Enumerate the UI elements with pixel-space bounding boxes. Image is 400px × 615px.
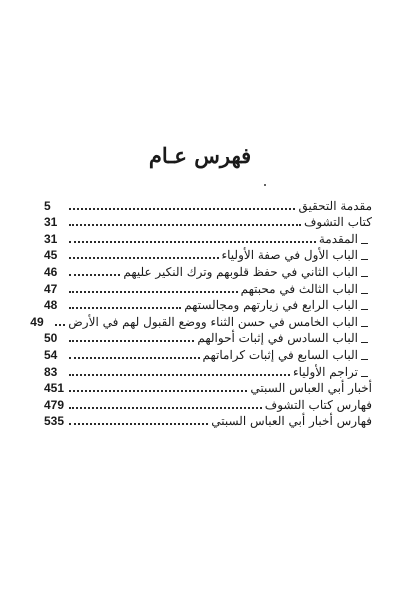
dot-leader — [55, 324, 65, 326]
toc-entry-title: الباب السابع في إثبات كراماتهم — [202, 347, 358, 362]
toc-entry-page: 451 — [44, 381, 65, 396]
dot-leader — [69, 390, 247, 392]
toc-entry-title: الباب الخامس في حسن الثناء ووضع القبول لهم في الأرض — [68, 314, 358, 329]
entry-dash — [361, 276, 368, 277]
entry-dash — [361, 259, 368, 260]
toc-entry-title: الباب الأول في صفة الأولياء — [221, 248, 358, 263]
toc-entry-page: 31 — [44, 231, 58, 246]
dot-leader — [69, 357, 200, 359]
table-of-contents — [30, 196, 372, 429]
toc-entry-page: 83 — [44, 364, 58, 379]
entry-dash — [361, 326, 368, 327]
toc-entry-page: 46 — [44, 264, 58, 279]
toc-entry-page: 45 — [44, 248, 58, 263]
toc-entry — [44, 213, 372, 230]
toc-entry-title: كتاب التشوف — [303, 215, 372, 230]
toc-entry — [44, 412, 372, 429]
dot-leader — [69, 241, 316, 243]
dot-leader — [69, 307, 181, 309]
entry-dash — [361, 359, 368, 360]
toc-entry-title: الباب الرابع في زيارتهم ومجالستهم — [184, 298, 358, 313]
dot-leader — [69, 374, 290, 376]
toc-entry-page: 5 — [44, 198, 51, 213]
dot-leader — [69, 274, 120, 276]
toc-entry-page: 535 — [44, 414, 65, 429]
toc-entry-title: المقدمة — [318, 231, 358, 246]
toc-entry-title: فهارس أخبار أبي العباس السبتي — [211, 414, 372, 429]
entry-dash — [361, 309, 368, 310]
toc-entry-page: 479 — [44, 397, 65, 412]
toc-entry-page: 31 — [44, 215, 58, 230]
toc-entry — [44, 329, 372, 346]
toc-entry-title: فهارس كتاب التشوف — [264, 397, 372, 412]
toc-entry-title: الباب الثاني في حفظ قلوبهم وترك النكير عليهم — [123, 264, 358, 279]
toc-entry — [30, 312, 372, 329]
toc-entry — [44, 296, 372, 313]
toc-entry-title: تراجم الأولياء — [292, 364, 358, 379]
dot-leader — [69, 407, 262, 409]
stray-dot — [264, 184, 266, 186]
dot-leader — [69, 291, 238, 293]
toc-entry — [44, 262, 372, 279]
dot-leader — [69, 257, 219, 259]
entry-dash — [361, 243, 368, 244]
toc-entry-page: 50 — [44, 331, 58, 346]
entry-dash — [361, 342, 368, 343]
toc-entry-title: أخبار أبي العباس السبتي — [250, 381, 372, 396]
toc-entry — [44, 196, 372, 213]
dot-leader — [69, 423, 208, 425]
dot-leader — [69, 208, 295, 210]
toc-entry — [44, 279, 372, 296]
dot-leader — [69, 340, 194, 342]
page-title: فهرس عـام — [148, 143, 252, 168]
toc-entry — [44, 246, 372, 263]
toc-entry — [44, 345, 372, 362]
entry-dash — [361, 376, 368, 377]
toc-entry-page: 48 — [44, 298, 58, 313]
toc-entry-title: الباب السادس في إثبات أحوالهم — [197, 331, 358, 346]
toc-entry — [44, 379, 372, 396]
dot-leader — [69, 224, 301, 226]
toc-entry — [44, 395, 372, 412]
toc-entry-page: 54 — [44, 347, 58, 362]
toc-entry-title: الباب الثالث في محبتهم — [240, 281, 358, 296]
entry-dash — [361, 293, 368, 294]
toc-entry-page: 49 — [30, 314, 44, 329]
toc-entry — [44, 362, 372, 379]
toc-entry-title: مقدمة التحقيق — [298, 198, 372, 213]
toc-entry-page: 47 — [44, 281, 58, 296]
toc-entry — [44, 229, 372, 246]
